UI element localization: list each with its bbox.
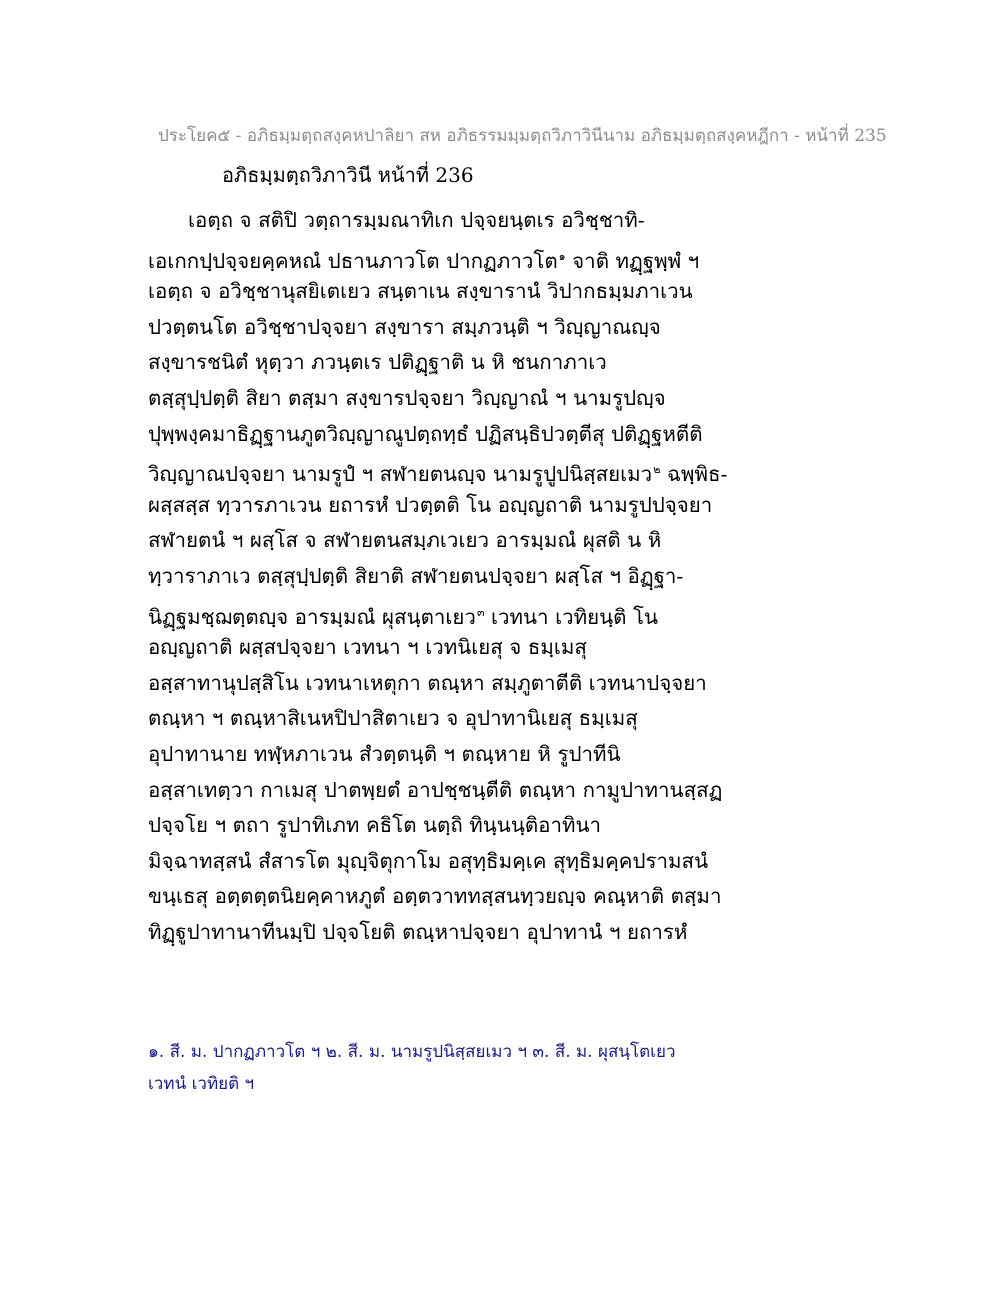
body-line-text: ทิฏฺฐูปาทานาทีนมฺปิ ปจฺจโยติ ตณฺหาปจฺจยา อุปาทานํ ฯ ยถารหํ bbox=[148, 919, 688, 944]
body-line-text: อุปาทานาย ทฬฺหภาเวน สํวตฺตนฺติ ฯ ตณฺหาย หิ รูปาทีนิ bbox=[148, 741, 621, 766]
body-line bbox=[148, 310, 868, 346]
body-line-continuation: จาติ ทฏฺฐพฺพํ ฯ bbox=[565, 248, 700, 273]
body-line bbox=[148, 417, 868, 453]
body-line-text: เอเกกปฺปจฺจยคฺคหณํ ปธานภาวโต ปากฏภาวโต bbox=[148, 248, 558, 273]
body-line bbox=[148, 239, 868, 275]
body-line-text: นิฏฺฐมชฺฌตฺตญฺจ อารมฺมณํ ผุสนฺตาเยว bbox=[148, 604, 476, 629]
body-line bbox=[148, 203, 868, 239]
body-line-text: สงฺขารชนิตํ หุตฺวา ภวนฺตเร ปติฏฺฐาติ น หิ ชนกาภาเว bbox=[148, 350, 607, 375]
body-line bbox=[148, 452, 868, 488]
body-line-continuation: ฉพฺพิธ- bbox=[660, 462, 728, 487]
body-line bbox=[148, 737, 868, 773]
body-line-text: ปวตฺตนโต อวิชฺชาปจฺจยา สงฺขารา สมฺภวนฺติ ฯ วิญฺญาณญฺจ bbox=[148, 314, 661, 339]
body-line-text: วิญฺญาณปจฺจยา นามรูปํ ฯ สฬายตนญฺจ นามรูปูปนิสฺสยเมว bbox=[148, 462, 653, 487]
page-heading: อภิธมฺมตฺถวิภาวินี หน้าที่ 236 bbox=[222, 163, 474, 187]
body-line bbox=[148, 559, 868, 595]
body-line-text: อญฺญถาติ ผสฺสปจฺจยา เวทนา ฯ เวทนิเยสุ จ ธมฺเมสุ bbox=[148, 635, 587, 660]
body-line bbox=[148, 844, 868, 880]
body-text bbox=[148, 203, 868, 950]
body-line bbox=[148, 488, 868, 524]
footnote-line: ๑. สี. ม. ปากฏภาวโต ฯ ๒. สี. ม. นามรูปนิสฺสยเมว ฯ ๓. สี. ม. ผุสนฺโตเยว bbox=[148, 1042, 676, 1062]
body-line-text: ตสฺสุปฺปตฺติ สิยา ตสฺมา สงฺขารปจฺจยา วิญฺญาณํ ฯ นามรูปญฺจ bbox=[148, 385, 666, 410]
body-line-text: ขนฺเธสุ อตฺตตฺตนิยคฺคาหภูตํ อตฺตวาททสฺสนทฺวยญฺจ คณฺหาติ ตสฺมา bbox=[148, 884, 722, 909]
body-line-text: ผสฺสสฺส ทฺวารภาเวน ยถารหํ ปวตฺตติ โน อญฺญถาติ นามรูปปจฺจยา bbox=[148, 492, 713, 517]
footnote-line: เวทนํ เวทิยติ ฯ bbox=[148, 1074, 255, 1094]
footnote-marker: ๒ bbox=[653, 463, 661, 477]
running-header: ประโยค๕ - อภิธมฺมตฺถสงฺคหปาลิยา สห อภิธรรมมฺมตฺถวิภาวินีนาม อภิธมฺมตฺถสงฺคหฎีกา - หน้าที่ 235 bbox=[158, 126, 887, 146]
body-line-continuation: เวทนา เวทิยนฺติ โน bbox=[484, 604, 658, 629]
body-line-text: ตณฺหา ฯ ตณฺหาสิเนหปิปาสิตาเยว จ อุปาทานิเยสุ ธมฺเมสุ bbox=[148, 706, 638, 731]
footnotes bbox=[148, 1036, 848, 1100]
body-line bbox=[148, 274, 868, 310]
body-line-text: อสฺสาทานุปสฺสิโน เวทนาเหตุกา ตณฺหา สมฺภูตาตีติ เวทนาปจฺจยา bbox=[148, 670, 707, 695]
body-line-text: ทฺวาราภาเว ตสฺสุปฺปตฺติ สิยาติ สฬายตนปจฺจยา ผสฺโส ฯ อิฏฺฐา- bbox=[148, 563, 684, 588]
body-line-text: เอตฺถ จ อวิชฺชานุสยิเตเยว สนฺตาเน สงฺขารานํ วิปากธมฺมภาเวน bbox=[148, 279, 693, 304]
footnote-marker: ๑ bbox=[558, 249, 566, 263]
body-line-text: เอตฺถ จ สติปิ วตฺถารมฺมณาทิเก ปจฺจยนฺตเร อวิชฺชาทิ- bbox=[188, 208, 645, 232]
body-line bbox=[148, 630, 868, 666]
body-line-text: มิจฺฉาทสฺสนํ สํสารโต มุญฺจิตุกาโม อสุทฺธิมคฺเค สุทฺธิมคฺคปรามสนํ bbox=[148, 848, 709, 873]
body-line-text: สฬายตนํ ฯ ผสฺโส จ สฬายตนสมฺภเวเยว อารมฺมณํ ผุสติ น หิ bbox=[148, 528, 662, 553]
body-line bbox=[148, 701, 868, 737]
body-line bbox=[148, 808, 868, 844]
footnote-marker: ๓ bbox=[476, 605, 485, 619]
body-line-text: ปจฺจโย ฯ ตถา รูปาทิเภท คธิโต นตฺถิ ทินฺนนฺติอาทินา bbox=[148, 813, 602, 838]
body-line bbox=[148, 773, 868, 809]
body-line bbox=[148, 595, 868, 631]
body-line bbox=[148, 523, 868, 559]
body-line bbox=[148, 879, 868, 915]
body-line bbox=[148, 915, 868, 951]
body-line bbox=[148, 345, 868, 381]
body-line-text: ปุพฺพงฺคมาธิฏฺฐานภูตวิญฺญาณูปตฺถทฺธํ ปฏิสนฺธิปวตฺตีสุ ปติฏฺฐหตีติ bbox=[148, 421, 703, 446]
body-line bbox=[148, 381, 868, 417]
body-line-text: อสฺสาเทตฺวา กาเมสุ ปาตพฺยตํ อาปชฺชนฺตีติ ตณฺหา กามูปาทานสฺสฏ bbox=[148, 777, 723, 802]
body-line bbox=[148, 666, 868, 702]
